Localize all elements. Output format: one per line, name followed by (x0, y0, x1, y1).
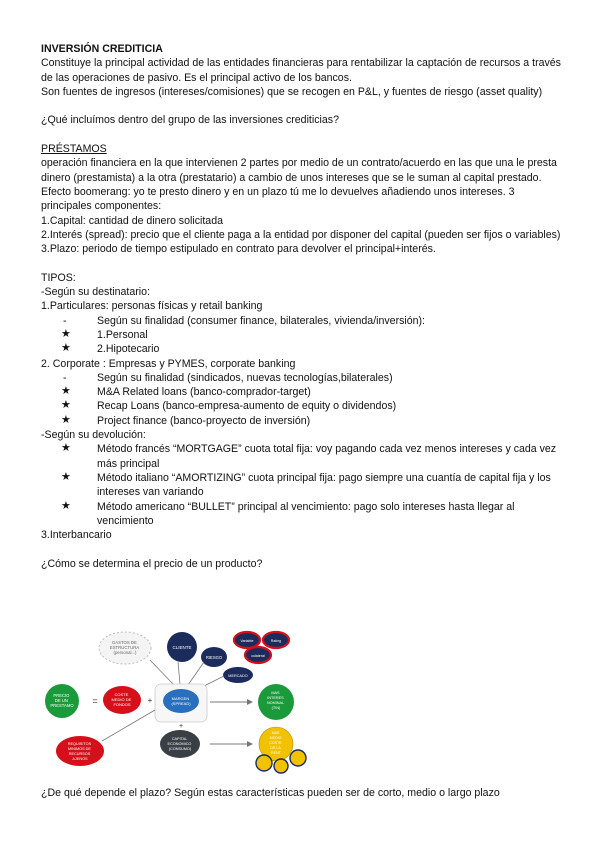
intro-paragraph: Son fuentes de ingresos (intereses/comisiones) que se recogen en P&L, y fuentes de riesgo (asset quality) (41, 85, 543, 98)
star-list-item: ★ M&A Related loans (banco-comprador-target) (61, 385, 311, 399)
section-heading: TIPOS: (41, 271, 76, 284)
requisitos-label: REQUISITOS MINIMOS DE RECURSOS AJENOS (67, 742, 92, 761)
requisitos-bubble (56, 736, 104, 766)
star-list-item: ★ 1.Personal (61, 327, 148, 341)
question-paragraph: ¿Qué incluímos dentro del grupo de las inversiones crediticias? (41, 114, 339, 127)
pricing-diagram (40, 628, 310, 776)
question-paragraph: ¿Cómo se determina el precio de un producto? (41, 557, 263, 570)
star-icon: ★ (61, 470, 71, 483)
section-heading: PRÉSTAMOS (41, 143, 107, 156)
cliente-label: CLIENTE (172, 645, 192, 650)
rent-label: MAS MEDIO COSTE DE LA RENT (269, 731, 282, 755)
riesgo-label: RIESGO (205, 655, 223, 660)
component-line: 1.Capital: cantidad de dinero solicitada (41, 214, 223, 227)
rent-small-2 (274, 759, 288, 773)
list-line: 3.Interbancario (41, 529, 112, 542)
colateral-label: colateral (251, 654, 265, 658)
star-icon: ★ (61, 385, 71, 398)
document-body (41, 42, 563, 571)
mercado-label: MERCADO (228, 674, 248, 678)
list-line: 1.Particulares: personas físicas y retail banking (41, 300, 263, 313)
star-icon: ★ (61, 499, 71, 512)
list-line: -Según su destinatario: (41, 286, 150, 299)
star-list-item: ★ 2.Hipotecario (61, 342, 160, 356)
precio-label: PRECIO DE UN PRESTAMO (50, 693, 74, 708)
intro-paragraph: Constituye la principal actividad de las entidades financieras para rentabilizar la captación de recursos a través de las operaciones de pasivo. Es el principal activo de los bancos. (41, 57, 561, 84)
component-line: 2.Interés (spread): precio que el cliente paga a la entidad por disponer del capital (pueden ser fijos o variables) (41, 228, 561, 241)
definition-paragraph: operación financiera en la que intervienen 2 partes por medio de un contrato/acuerdo en las que una le presta dinero (prestamista) a la otra (prestatario) a cambio de unos intereses que se le suman al capital prestado. Efecto boomerang: yo te presto dinero y en un plazo tú me lo devuelves añadiendo unos intereses. 3 principales componentes: (41, 157, 557, 213)
star-icon: ★ (61, 399, 71, 412)
equals-sign: = (92, 696, 98, 706)
star-icon: ★ (61, 442, 71, 455)
document-title: INVERSIÓN CREDITICIA (41, 43, 163, 55)
gastos-label: GASTOS DE ESTRUCTURA (personal...) (109, 640, 139, 655)
question-paragraph: ¿De qué depende el plazo? Según estas características pueden ser de corto, medio o largo plazo (41, 787, 500, 799)
star-icon: ★ (61, 327, 71, 340)
rent-small-1 (256, 755, 272, 771)
list-line: 2. Corporate : Empresas y PYMES, corporate banking (41, 357, 296, 370)
star-icon: ★ (61, 413, 71, 426)
tin-label: MAS INTERES NOMINAL (TIN) (266, 691, 285, 710)
capital-label: CAPITAL ECONOMICO (CONSUMO) (167, 737, 192, 751)
dash-list-item: - Según su finalidad (consumer finance, bilaterales, vivienda/inversión): (63, 314, 425, 327)
star-list-item: ★ Project finance (banco-proyecto de inversión) (61, 413, 311, 427)
plus-sign: + (147, 696, 153, 705)
component-line: 3.Plazo: periodo de tiempo estipulado en contrato para devolver el principal+interés. (41, 243, 436, 256)
dash-list-item: - Según su finalidad (sindicados, nuevas tecnologías,bilaterales) (63, 371, 393, 384)
coste-label: COSTE MEDIO DE FONDOS (111, 692, 132, 707)
plus-sign-lower: + (178, 723, 184, 730)
star-list-item: ★ Método americano “BULLET” principal al vencimiento: pago solo intereses hasta llegar al vencimiento (61, 499, 515, 527)
star-list-item: ★ Recap Loans (banco-empresa-aumento de equity o dividendos) (61, 399, 397, 413)
star-icon: ★ (61, 342, 71, 355)
star-list-item: ★ Método francés “MORTGAGE” cuota total fija: voy pagando cada vez menos intereses y cada vez más principal (61, 442, 557, 470)
margen-label: MARGEN (SPREAD) (171, 696, 191, 706)
rent-small-3 (290, 750, 306, 766)
variable-label: Variable (240, 639, 254, 643)
star-list-item: ★ Método italiano “AMORTIZING” cuota principal fija: pago siempre una cuantía de capital fija y los intereses van variando (61, 470, 551, 499)
rating-label: Rating (270, 639, 282, 643)
list-line: -Según su devolución: (41, 429, 146, 442)
